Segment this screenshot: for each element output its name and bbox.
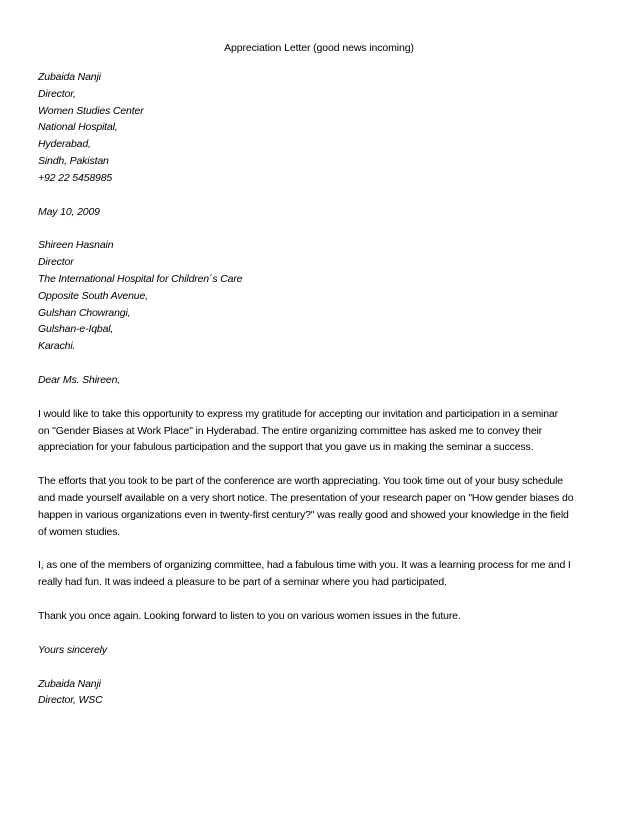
paragraph-line: happen in various organizations even in twenty-first century?" was really good and showed your knowledge in the field	[38, 508, 569, 521]
spacer	[38, 625, 604, 642]
recipient-address-line3: Gulshan-e-Iqbal,	[38, 323, 114, 336]
sender-province-country: Sindh, Pakistan	[38, 154, 109, 167]
paragraph-line: of women studies.	[38, 525, 121, 538]
paragraph-line: Thank you once again. Looking forward to listen to you on various women issues in the future.	[38, 609, 461, 622]
sender-address	[38, 69, 604, 187]
spacer	[38, 187, 604, 204]
recipient-address-line1: Opposite South Avenue,	[38, 289, 148, 302]
paragraph-line: I, as one of the members of organizing committee, had a fabulous time with you. It was a learning process for me and I	[38, 559, 571, 572]
sender-city: Hyderabad,	[38, 138, 91, 151]
paragraph-line: The efforts that you took to be part of the conference are worth appreciating. You took time out of your busy schedule	[38, 475, 563, 488]
sender-phone: +92 22 5458985	[38, 171, 113, 184]
salutation: Dear Ms. Shireen,	[38, 373, 121, 386]
recipient-position: Director	[38, 256, 74, 269]
recipient-address	[38, 237, 604, 355]
paragraph-line: really had fun. It was indeed a pleasure to be part of a seminar where you had participated.	[38, 576, 447, 589]
spacer	[38, 355, 604, 372]
sender-position: Director,	[38, 87, 76, 100]
recipient-organization: The International Hospital for Children´s Care	[38, 272, 243, 285]
body-paragraph	[38, 557, 604, 591]
spacer	[38, 540, 604, 557]
closing-block	[38, 642, 604, 659]
body-paragraph	[38, 608, 604, 625]
body-paragraph	[38, 473, 604, 540]
signature-name: Zubaida Nanji	[38, 677, 101, 690]
letter-body	[38, 69, 604, 709]
letter-date-block	[38, 204, 604, 221]
closing: Yours sincerely	[38, 643, 107, 656]
spacer	[38, 389, 604, 406]
spacer	[38, 220, 604, 237]
sender-name: Zubaida Nanji	[38, 71, 101, 83]
recipient-address-line2: Gulshan Chowrangi,	[38, 306, 131, 319]
letter-date: May 10, 2009	[38, 205, 100, 218]
salutation-block	[38, 372, 604, 389]
paragraph-line: and made yourself available on a very short notice. The presentation of your research paper on "How gender biases do	[38, 491, 574, 504]
body-paragraph	[38, 406, 604, 456]
sender-hospital: National Hospital,	[38, 121, 118, 134]
signature-title: Director, WSC	[38, 694, 103, 707]
recipient-city: Karachi.	[38, 340, 76, 353]
signature-block	[38, 676, 604, 710]
spacer	[38, 456, 604, 473]
letter-title: Appreciation Letter (good news incoming)	[224, 42, 414, 54]
paragraph-line: on "Gender Biases at Work Place" in Hyderabad. The entire organizing committee has asked me to convey their	[38, 424, 543, 437]
paragraph-line: appreciation for your fabulous participation and the support that you gave us in making the seminar a success.	[38, 441, 534, 454]
spacer	[38, 659, 604, 676]
paragraph-line: I would like to take this opportunity to express my gratitude for accepting our invitation and participation in a seminar	[38, 407, 558, 420]
recipient-name: Shireen Hasnain	[38, 239, 114, 252]
spacer	[38, 591, 604, 608]
sender-organization: Women Studies Center	[38, 104, 144, 117]
